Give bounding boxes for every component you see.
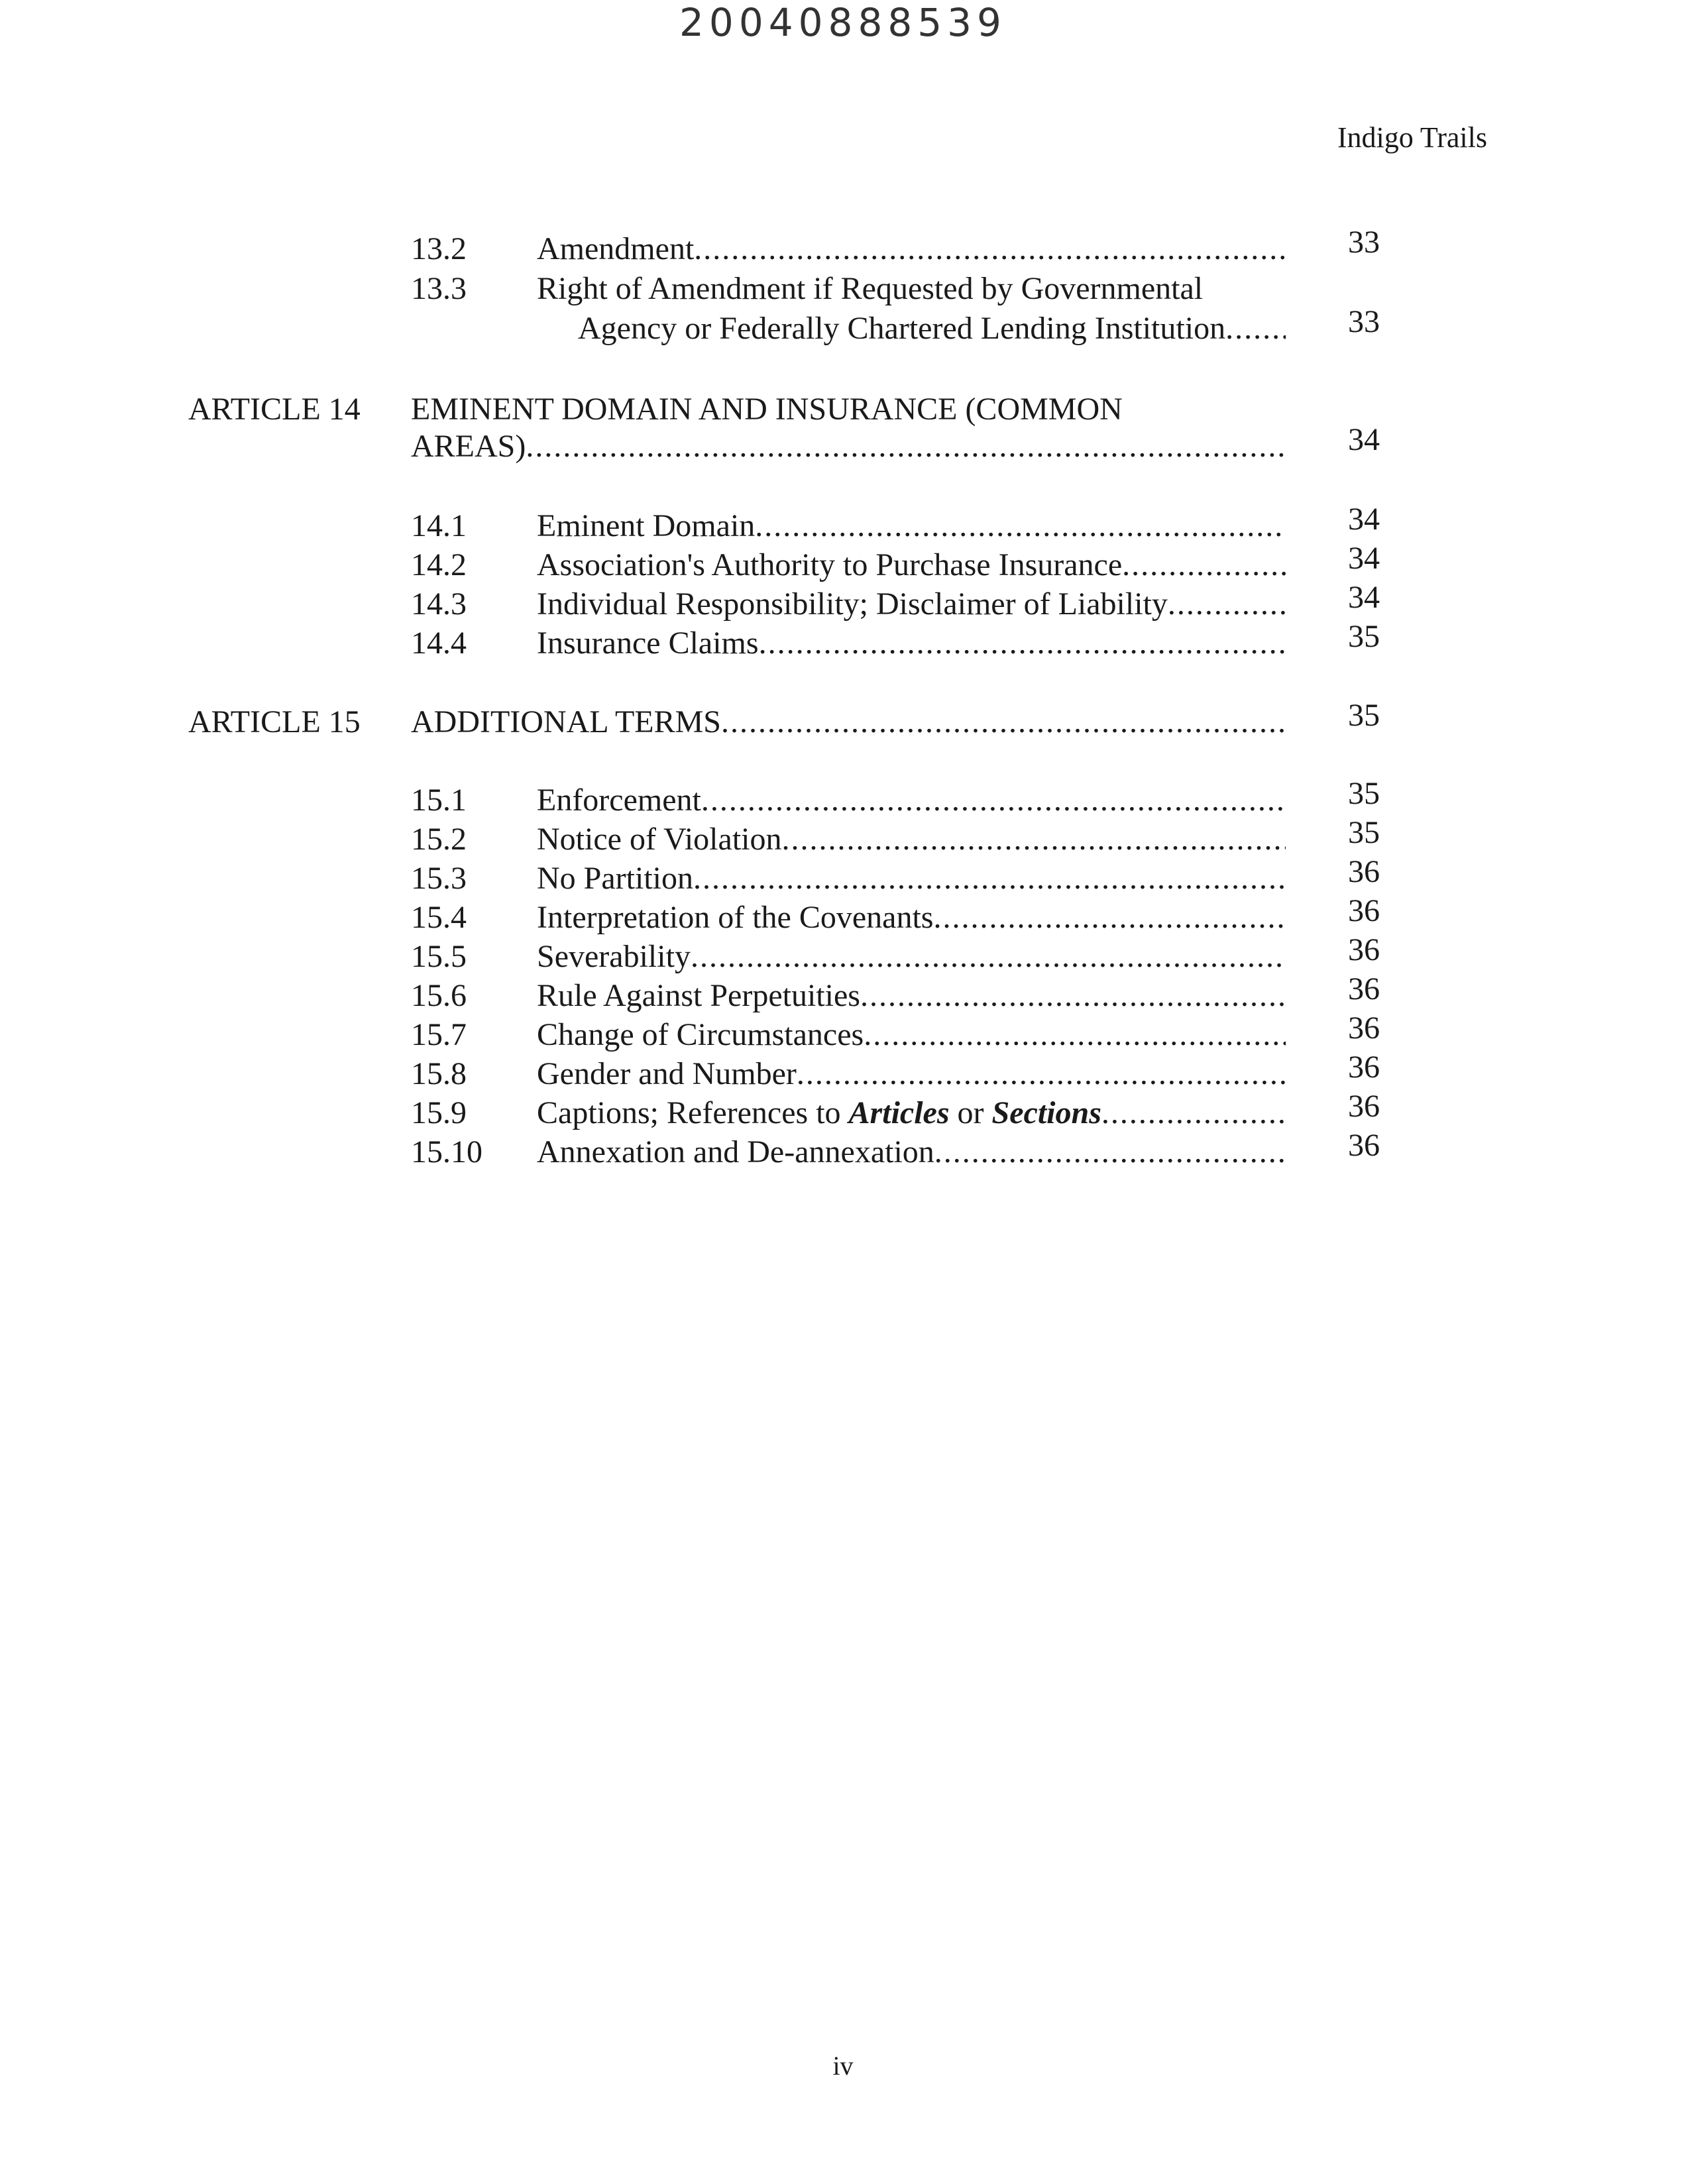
section-number: 15.7 (411, 1017, 467, 1052)
page-number: 33 (1348, 304, 1380, 339)
dot-leader (797, 1054, 1286, 1094)
dot-leader (759, 624, 1286, 663)
article-title-line-1: EMINENT DOMAIN AND INSURANCE (COMMON (411, 392, 1123, 427)
title-emphasis-sections: Sections (991, 1095, 1101, 1130)
toc-entry-14-3[interactable] (0, 580, 1686, 624)
article-label: ARTICLE 14 (188, 392, 361, 427)
entry-title-line (537, 1054, 1286, 1094)
toc-entry-article-15[interactable] (0, 698, 1686, 742)
dot-leader (755, 506, 1286, 546)
section-number: 13.3 (411, 271, 467, 306)
article-title: ADDITIONAL TERMS (411, 704, 721, 739)
section-title: Gender and Number (537, 1056, 797, 1091)
toc-entry-15-1[interactable] (0, 776, 1686, 820)
section-title: Interpretation of the Covenants (537, 900, 934, 935)
page-number: 36 (1348, 932, 1380, 967)
section-title: Notice of Violation (537, 822, 782, 857)
page-number: 35 (1348, 815, 1380, 850)
toc-entry-article-14[interactable] (0, 390, 1686, 429)
entry-title-line (537, 898, 1286, 938)
article-title-line-2: AREAS) (411, 429, 526, 464)
dot-leader (701, 781, 1286, 820)
page-number: 36 (1348, 1050, 1380, 1085)
entry-title-line (537, 229, 1286, 269)
title-text-part: or (949, 1095, 992, 1130)
entry-title-line (537, 976, 1286, 1016)
entry-title-line (537, 1093, 1286, 1133)
section-number: 15.2 (411, 822, 467, 857)
dot-leader (1168, 584, 1286, 624)
section-number: 15.5 (411, 939, 467, 974)
toc-entry-15-7[interactable] (0, 1010, 1686, 1055)
section-number: 14.3 (411, 586, 467, 622)
toc-entry-13-3[interactable] (0, 269, 1686, 309)
page-number: 34 (1348, 541, 1380, 576)
dot-leader (934, 1132, 1286, 1172)
title-emphasis-articles: Articles (848, 1095, 950, 1130)
section-number: 14.1 (411, 508, 467, 543)
toc-entry-15-4[interactable] (0, 893, 1686, 938)
section-title: Rule Against Perpetuities (537, 978, 860, 1013)
dot-leader (782, 820, 1286, 859)
toc-entry-14-2[interactable] (0, 541, 1686, 585)
toc-entry-14-1[interactable] (0, 502, 1686, 546)
entry-title-line (537, 781, 1286, 820)
dot-leader (721, 702, 1286, 742)
entry-title-line (537, 545, 1286, 585)
section-title: Enforcement (537, 783, 701, 818)
entry-title-line (537, 1015, 1286, 1055)
dot-leader (691, 937, 1286, 977)
toc-entry-15-3[interactable] (0, 854, 1686, 899)
section-title-line-2: Agency or Federally Chartered Lending Institution (578, 311, 1226, 346)
dot-leader (526, 427, 1286, 466)
section-number: 15.6 (411, 978, 467, 1013)
page-number: 35 (1348, 776, 1380, 811)
toc-entry-15-8[interactable] (0, 1050, 1686, 1094)
dot-leader (933, 898, 1286, 938)
toc-entry-15-6[interactable] (0, 971, 1686, 1016)
section-title: Insurance Claims (537, 626, 759, 661)
entry-title-line (578, 309, 1286, 349)
entry-title-line (411, 702, 1286, 742)
toc-entry-13-2[interactable] (0, 225, 1686, 269)
toc-entry-15-9[interactable] (0, 1089, 1686, 1133)
section-title: Individual Responsibility; Disclaimer of Liability (537, 586, 1168, 622)
section-number: 13.2 (411, 231, 467, 266)
article-label: ARTICLE 15 (188, 704, 361, 739)
section-title (537, 1093, 1101, 1133)
entry-title-line (537, 1132, 1286, 1172)
dot-leader (694, 229, 1286, 269)
section-number: 15.4 (411, 900, 467, 935)
section-title: Change of Circumstances (537, 1017, 864, 1052)
toc-entry-15-2[interactable] (0, 815, 1686, 859)
dot-leader (1122, 545, 1286, 585)
section-number: 15.10 (411, 1134, 482, 1170)
entry-title-line (537, 937, 1286, 977)
page-footer-number: iv (832, 2051, 854, 2081)
section-title: Severability (537, 939, 691, 974)
toc-entry-article-14-continued[interactable] (0, 422, 1686, 466)
section-title: Association's Authority to Purchase Insurance (537, 547, 1123, 582)
dot-leader (693, 859, 1286, 899)
document-number: 20040888539 (679, 0, 1007, 45)
section-title: No Partition (537, 861, 693, 896)
page-number: 36 (1348, 893, 1380, 928)
page-number: 33 (1348, 225, 1380, 260)
toc-entry-15-5[interactable] (0, 932, 1686, 977)
dot-leader (864, 1015, 1286, 1055)
entry-title-line (537, 506, 1286, 546)
dot-leader (1225, 309, 1286, 349)
section-number: 15.3 (411, 861, 467, 896)
page-number: 36 (1348, 1010, 1380, 1046)
entry-title-line (537, 859, 1286, 899)
section-number: 15.1 (411, 783, 467, 818)
running-header: Indigo Trails (1337, 121, 1487, 154)
page-number: 34 (1348, 422, 1380, 457)
section-title-line-1: Right of Amendment if Requested by Governmental (537, 271, 1204, 306)
dot-leader (1101, 1093, 1286, 1133)
toc-entry-14-4[interactable] (0, 619, 1686, 663)
toc-entry-15-10[interactable] (0, 1128, 1686, 1172)
section-number: 14.4 (411, 626, 467, 661)
section-number: 15.9 (411, 1095, 467, 1130)
section-number: 14.2 (411, 547, 467, 582)
page-number: 36 (1348, 1128, 1380, 1163)
section-title: Eminent Domain (537, 508, 756, 543)
title-text-part: Captions; References to (537, 1095, 849, 1130)
entry-title-line (537, 624, 1286, 663)
page-number: 35 (1348, 619, 1380, 654)
entry-title-line (537, 584, 1286, 624)
entry-title-line (537, 820, 1286, 859)
page-number: 36 (1348, 854, 1380, 889)
section-title: Annexation and De-annexation (537, 1134, 934, 1170)
page-number: 34 (1348, 502, 1380, 537)
dot-leader (860, 976, 1286, 1016)
page-number: 34 (1348, 580, 1380, 615)
section-title: Amendment (537, 231, 695, 266)
entry-title-line (411, 427, 1286, 466)
page-number: 35 (1348, 698, 1380, 733)
toc-entry-13-3-continued[interactable] (0, 304, 1686, 349)
page-number: 36 (1348, 971, 1380, 1007)
section-number: 15.8 (411, 1056, 467, 1091)
page-number: 36 (1348, 1089, 1380, 1124)
